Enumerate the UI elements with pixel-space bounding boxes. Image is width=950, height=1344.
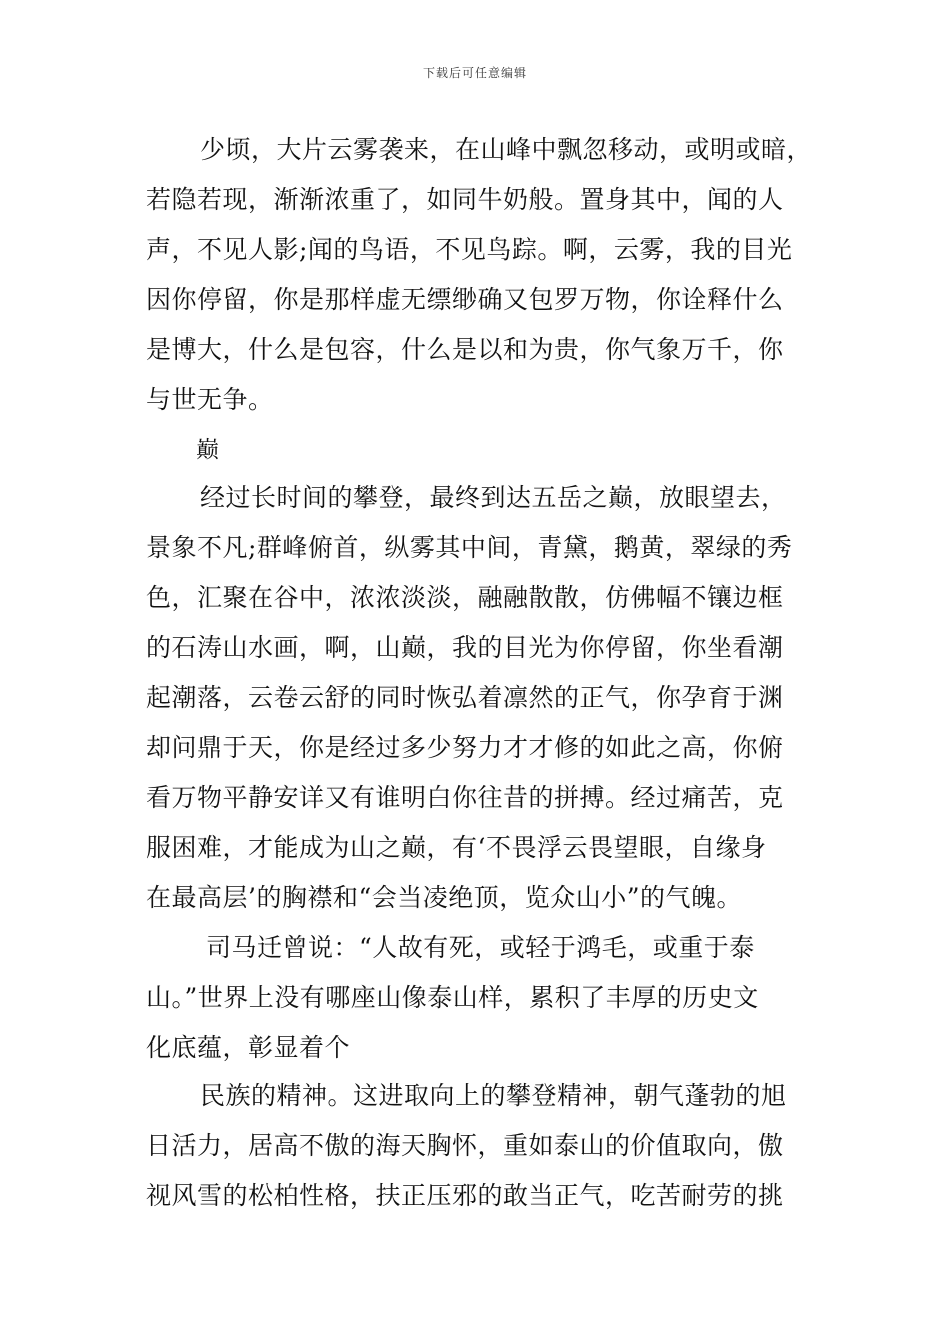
paragraph-3-line-6: 却问鼎于天，你是经过多少努力才才修的如此之高，你俯 [146,733,784,762]
paragraph-3-line-3: 色，汇聚在谷中，浓浓淡淡，融融散散，仿佛幅不镶边框 [146,583,784,612]
paragraph-5-line-2: 日活力，居高不傲的海天胸怀，重如泰山的价值取向，傲 [146,1131,784,1160]
paragraph-5-line-3: 视风雪的松柏性格，扶正压邪的敢当正气，吃苦耐劳的挑 [146,1181,784,1210]
paragraph-1-line-6: 与世无争。 [146,385,274,414]
paragraph-3-line-8: 服困难，才能成为山之巅，有‘不畏浮云畏望眼，自缘身 [146,833,767,862]
paragraph-1-line-2: 若隐若现，渐渐浓重了，如同牛奶般。置身其中，闻的人 [146,185,784,214]
paragraph-4-line-3: 化底蕴，彰显着个 [146,1033,351,1062]
paragraph-5-line-1: 民族的精神。这进取向上的攀登精神，朝气蓬勃的旭 [200,1081,787,1110]
paragraph-4-line-2: 山。”世界上没有哪座山像泰山样，累积了丰厚的历史文 [146,983,759,1012]
paragraph-3-line-4: 的石涛山水画，啊，山巅，我的目光为你停留，你坐看潮 [146,633,784,662]
paragraph-1-line-4: 因你停留，你是那样虚无缥缈确又包罗万物，你诠释什么 [146,285,784,314]
paragraph-3-line-1: 经过长时间的攀登，最终到达五岳之巅，放眼望去， [200,483,787,512]
paragraph-1-line-3: 声，不见人影;闻的鸟语，不见鸟踪。啊，云雾，我的目光 [146,235,793,264]
paragraph-3-line-2: 景象不凡;群峰俯首，纵雾其中间，青黛，鹅黄，翠绿的秀 [146,533,793,562]
paragraph-3-line-9: 在最高层’的胸襟和“会当凌绝顶，览众山小”的气魄。 [146,883,743,912]
paragraph-1-line-5: 是博大，什么是包容，什么是以和为贵，你气象万千，你 [146,335,784,364]
paragraph-4-line-1: 司马迁曾说：“人故有死，或轻于鸿毛，或重于泰 [206,933,755,962]
page-header: 下载后可任意编辑 [422,66,527,80]
paragraph-1-line-1: 少顷，大片云雾袭来，在山峰中飘忽移动，或明或暗， [200,135,813,164]
paragraph-2-line-1: 巅 [196,437,220,463]
paragraph-3-line-7: 看万物平静安详又有谁明白你往昔的拼搏。经过痛苦，克 [146,783,784,812]
paragraph-3-line-5: 起潮落，云卷云舒的同时恢弘着凛然的正气，你孕育于渊 [146,683,784,712]
